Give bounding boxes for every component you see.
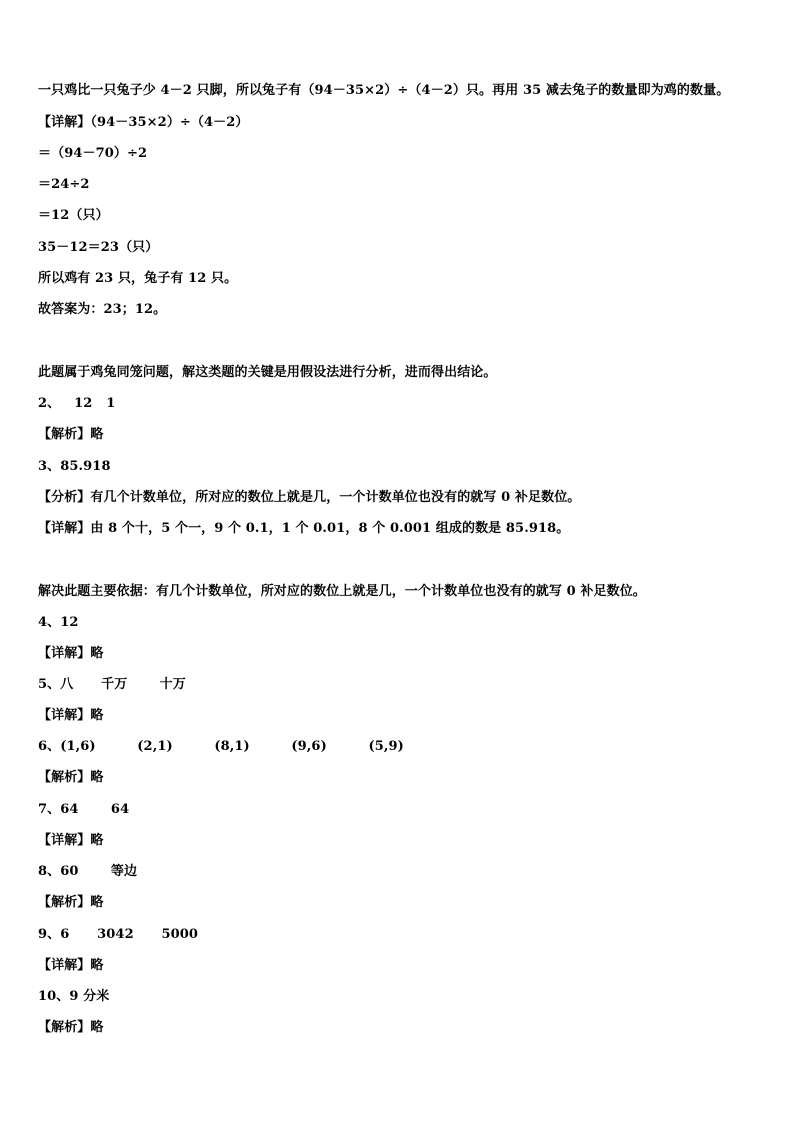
answer-7: 7、64 64 [38,802,130,817]
comment-line: 解决此题主要依据：有几个计数单位，所对应的数位上就是几，一个计数单位也没有的就写 0 补足数位。 [38,584,646,599]
answer-9: 9、6 3042 5000 [38,927,199,942]
detail-line: 【详解】略 [38,833,104,848]
analysis-line: 【分析】有几个计数单位，所对应的数位上就是几，一个计数单位也没有的就写 0 补足数位。 [38,490,581,505]
answer-4: 4、12 [38,615,79,630]
answer-10: 10、9 分米 [38,989,110,1004]
analysis-line: 【解析】略 [38,770,104,785]
detail-line: 【详解】（94－35×2）÷（4－2） [38,115,249,130]
explanation-line: 一只鸡比一只兔子少 4－2 只脚，所以兔子有（94－35×2）÷（4－2）只。再用 35 减去兔子的数量即为鸡的数量。 [38,83,730,98]
detail-line: 【详解】略 [38,708,104,723]
comment-line: 此题属于鸡兔同笼问题，解这类题的关键是用假设法进行分析，进而得出结论。 [38,365,497,380]
detail-line: 【详解】略 [38,958,104,973]
answer-8: 8、60 等边 [38,864,138,879]
answer-6: 6、(1,6) (2,1) (8,1) (9,6) (5,9) [38,739,404,754]
answer-3: 3、85.918 [38,459,111,474]
calc-line: ＝24÷2 [38,177,90,192]
detail-line: 【详解】由 8 个十，5 个一，9 个 0.1，1 个 0.01，8 个 0.001 组成的数是 85.918。 [38,521,570,536]
answer-line: 故答案为：23；12。 [38,302,167,317]
analysis-line: 【解析】略 [38,1020,104,1035]
detail-line: 【详解】略 [38,646,104,661]
calc-line: ＝（94－70）÷2 [38,146,148,161]
calc-line: 35－12＝23（只） [38,240,159,255]
answer-5: 5、八 千万 十万 [38,677,186,692]
conclusion-line: 所以鸡有 23 只，兔子有 12 只。 [38,271,238,286]
calc-line: ＝12（只） [38,208,109,223]
analysis-line: 【解析】略 [38,895,104,910]
answer-2: 2、 12 1 [38,396,116,411]
analysis-line: 【解析】略 [38,427,104,442]
